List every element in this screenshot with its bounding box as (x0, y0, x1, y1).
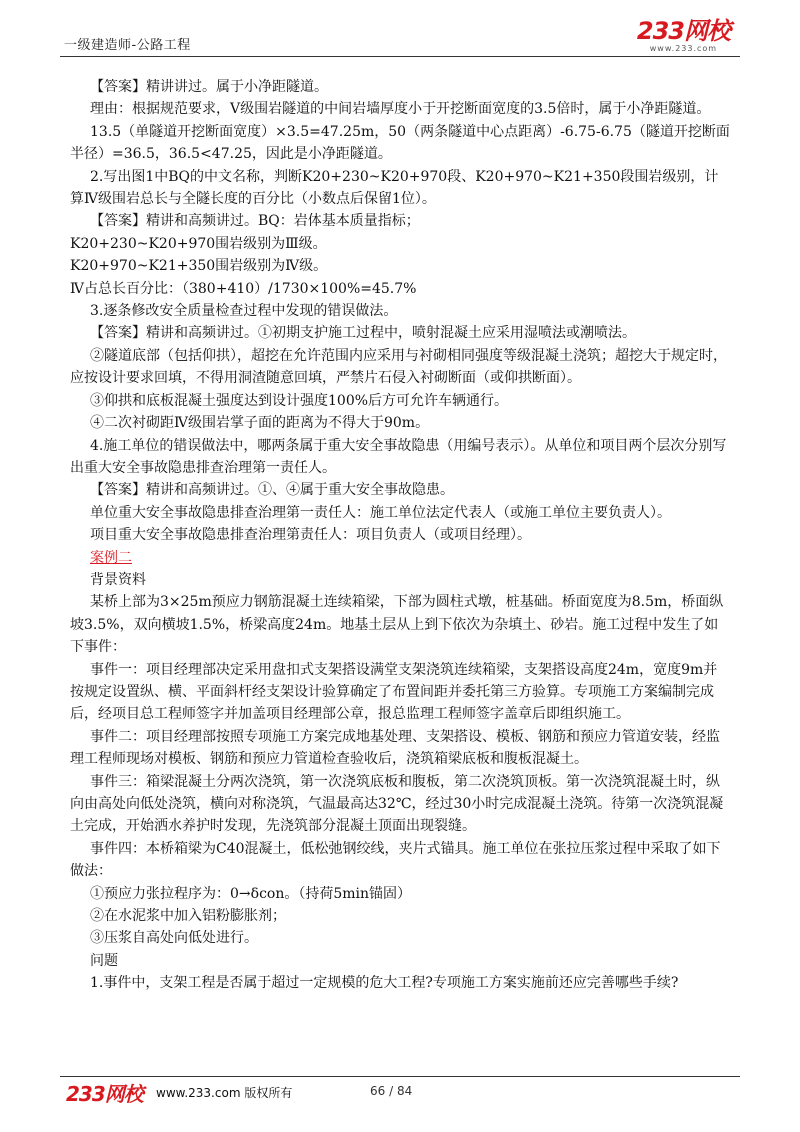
paragraph: 1.事件中，支架工程是否属于超过一定规模的危大工程?专项施工方案实施前还应完善哪些手续? (90, 975, 679, 992)
document-body (70, 76, 730, 995)
paragraph: K20+230~K20+970围岩级别为Ⅲ级。 (70, 235, 327, 252)
paragraph: ③仰拱和底板混凝土强度达到设计强度100%后方可允许车辆通行。 (90, 392, 509, 409)
paragraph: 理由：根据规范要求，Ⅴ级围岩隧道的中间岩墙厚度小于开挖断面宽度的3.5倍时，属于小净距隧道。 (90, 101, 711, 118)
paragraph: ①预应力张拉程序为：0→δcon。（持荷5min锚固） (90, 885, 412, 902)
paragraph: 背景资料 (90, 571, 146, 588)
paragraph: 【答案】精讲和高频讲过。BQ：岩体基本质量指标； (90, 213, 420, 230)
paragraph: ④二次衬砌距Ⅳ级围岩掌子面的距离为不得大于90m。 (90, 415, 430, 432)
logo-mark: 233网校 (636, 17, 730, 45)
paragraph: ②在水泥浆中加入铝粉膨胀剂； (90, 908, 286, 925)
paragraph: 【答案】精讲和高频讲过。①、④属于重大安全事故隐患。 (90, 482, 454, 499)
paragraph: 4.施工单位的错误做法中，哪两条属于重大安全事故隐患（用编号表示）。从单位和项目两个层次分别写出重大安全事故隐患排查治理第一责任人。 (70, 437, 727, 476)
document-title: 一级建造师-公路工程 (64, 38, 191, 53)
page-number: 66 / 84 (370, 1084, 413, 1098)
brand-logo (637, 18, 730, 53)
paragraph: Ⅳ占总长百分比：（380+410）/1730×100%=45.7% (70, 280, 417, 297)
case-link[interactable]: 案例二 (90, 549, 132, 566)
paragraph: 事件三：箱梁混凝土分两次浇筑，第一次浇筑底板和腹板，第二次浇筑顶板。第一次浇筑混凝土时，纵向由高处向低处浇筑，横向对称浇筑，气温最高达32℃，经过30小时完成混凝土浇筑。待第一次浇筑混凝土完成，开始洒水养护时发现，先浇筑部分混凝土顶面出现裂缝。 (70, 773, 724, 835)
paragraph: ③压浆自高处向低处进行。 (90, 930, 258, 947)
case-heading-link (70, 547, 730, 569)
logo-url: www.233.com (649, 44, 718, 53)
footer-logo: 233网校 (66, 1082, 143, 1106)
paragraph: 【答案】精讲讲过。属于小净距隧道。 (90, 79, 328, 95)
footer-divider (60, 1076, 740, 1077)
footer-copyright: www.233.com 版权所有 (156, 1086, 293, 1100)
paragraph: 事件一：项目经理部决定采用盘扣式支架搭设满堂支架浇筑连续箱梁，支架搭设高度24m，宽度9m并按规定设置纵、横、平面斜杆经支架设计验算确定了布置间距并委托第三方验算。专项施工方案编制完成后，经项目总工程师签字并加盖项目经理部公章，报总监理工程师签字盖章后即组织施工。 (70, 661, 718, 723)
paragraph: 事件二：项目经理部按照专项施工方案完成地基处理、支架搭设、模板、钢筋和预应力管道安装，经监理工程师现场对模板、钢筋和预应力管道检查验收后，浇筑箱梁底板和腹板混凝土。 (70, 728, 720, 768)
paragraph: 问题 (90, 952, 118, 969)
paragraph: 13.5（单隧道开挖断面宽度）×3.5=47.25m，50（两条隧道中心点距离）-6.75-6.75（隧道开挖断面半径）=36.5，36.5<47.25，因此是小净距隧道。 (70, 123, 730, 163)
paragraph: 单位重大安全事故隐患排查治理第一责任人：施工单位法定代表人（或施工单位主要负责人）。 (90, 504, 671, 521)
header-divider (60, 56, 740, 57)
paragraph: 2.写出图1中BQ的中文名称，判断K20+230~K20+970段、K20+970~K21+350段围岩级别，计算Ⅳ级围岩总长与全隧长度的百分比（小数点后保留1位）。 (70, 168, 719, 208)
paragraph: ②隧道底部（包括仰拱），超挖在允许范围内应采用与衬砌相同强度等级混凝土浇筑；超挖大于规定时，应按设计要求回填，不得用洞渣随意回填，严禁片石侵入衬砌断面（或仰拱断面）。 (70, 347, 727, 387)
paragraph: K20+970~K21+350围岩级别为Ⅳ级。 (70, 258, 328, 275)
paragraph: 某桥上部为3×25m预应力钢筋混凝土连续箱梁，下部为圆柱式墩，桩基础。桥面宽度为8.5m，桥面纵坡3.5%，双向横坡1.5%，桥梁高度24m。地基土层从上到下依次为杂填土、砂岩。施工过程中发生了如下事件： (70, 594, 724, 656)
paragraph: 事件四：本桥箱梁为C40混凝土，低松弛钢绞线，夹片式锚具。施工单位在张拉压浆过程中采取了如下做法： (70, 840, 721, 880)
paragraph: 3.逐条修改安全质量检查过程中发现的错误做法。 (90, 303, 398, 320)
paragraph: 项目重大安全事故隐患排查治理第责任人：项目负责人（或项目经理）。 (90, 527, 531, 544)
paragraph: 【答案】精讲和高频讲过。①初期支护施工过程中，喷射混凝土应采用湿喷法或潮喷法。 (90, 325, 636, 342)
